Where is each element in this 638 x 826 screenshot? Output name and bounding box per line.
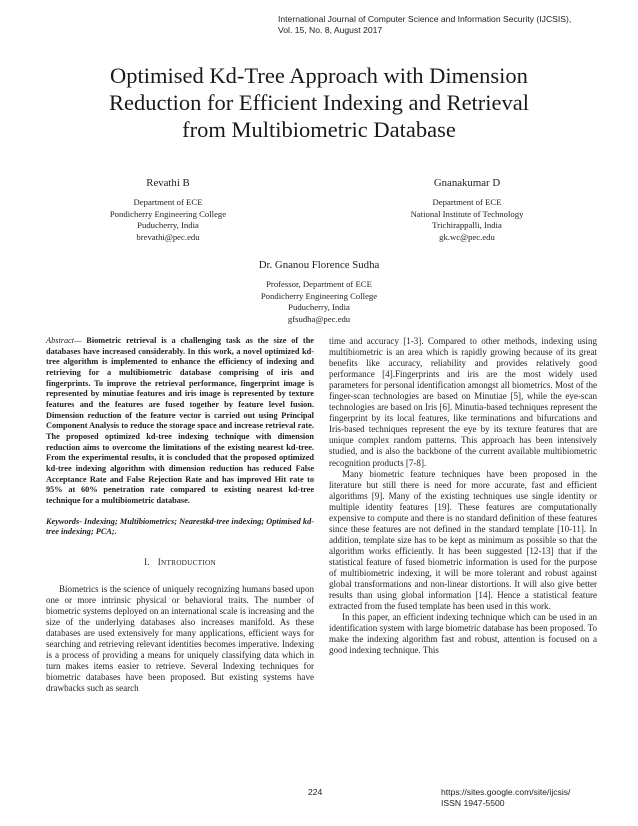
body-paragraph: Many biometric feature techniques have been proposed in the literature but still there is need for more accurate, fast and efficient algorithms [9]. Many of the existing techniques use single identity or multiple identity features [19]. These features are computationally expensive to compute and there is no standard definition of these features since these features are not defined in the standard template [10-11]. In addition, template size has to be kept as minimum as possible so that the algorithm works efficiently. It has been suggested [12-13] that if the statistical feature of fused biometric information is used for the purpose of multibiometric indexing, it will be more tolerant and robust against global transformations and non-linear distortions. It will also give better results than using global information [14]. Hence a statistical feature extracted from the fused template has been used in this work. — [329, 468, 597, 612]
left-column — [46, 336, 314, 694]
right-column — [329, 336, 597, 656]
body-paragraph: Biometrics is the science of uniquely recognizing humans based upon one or more intrinsic physical or behavioral traits. The number of biometric systems deployed on an international scale is increasing and the size of the underlying databases also increases manifold. As these databases are used extensively for many applications, efficient ways for searching and retrieving relevant identities becomes imperative. Indexing is a process of providing a means for uniquely classifying data which in turn makes items easier to retrieve. Several Indexing techniques for biometric databases have been proposed. But existing systems have drawbacks such as search — [46, 583, 314, 694]
section-heading-rest: NTRODUCTION — [161, 557, 216, 567]
keywords: Keywords- Indexing; Multibiometrics; Nearestkd-tree indexing; Optimised kd-tree indexing; PCA;. — [46, 516, 314, 537]
journal-volume-line: Vol. 15, No. 8, August 2017 — [278, 25, 383, 35]
author-department: Department of ECE — [133, 197, 203, 207]
author-institution: National Institute of Technology — [410, 208, 524, 219]
author-location: Puducherry, India — [288, 302, 350, 313]
paper-title-line-3: from Multibiometric Database — [182, 117, 456, 142]
author-email: brevathi@pec.edu — [136, 231, 200, 242]
author-name: Dr. Gnanou Florence Sudha — [258, 259, 380, 271]
section-number: I. — [144, 556, 150, 567]
author-email: gfsudha@pec.edu — [287, 313, 351, 324]
author-department: Professor, Department of ECE — [266, 279, 372, 289]
journal-name-line: International Journal of Computer Science and Information Security (IJCSIS), — [278, 14, 572, 24]
abstract-lead: Abstract— — [46, 336, 82, 345]
page-number: 224 — [308, 787, 323, 797]
author-block-3 — [224, 259, 414, 325]
author-department: Department of ECE — [432, 197, 502, 207]
body-paragraph-continued: time and accuracy [1-3]. Compared to other methods, indexing using multibiometric is an area which is rapidly growing because of its great benefits like accuracy, reliability and provides relatively good performance [4].Fingerprints and iris are the most widely used parameters for personal identification amongst all biometrics. Most of the finger-scan technologies are based on Minutiae [5], while the eye-scan technologies are based on Iris [6]. Minutia-based techniques represent the fingerprint by its local features, like terminations and bifurcations and Iris-based techniques represent the eye by its texture features that are unique complex random patterns. This approach has been intensively studied, and is also the backbone of the current available multibiometric recognition products [7-8]. — [329, 336, 597, 468]
journal-header — [278, 14, 571, 36]
author-block-2 — [372, 177, 562, 243]
author-location: Puducherry, India — [137, 220, 199, 231]
author-block-1 — [78, 177, 258, 243]
author-name: Gnanakumar D — [433, 177, 501, 189]
footer-issn: ISSN 1947-5500 — [441, 798, 505, 808]
footer-info — [441, 787, 570, 809]
author-location: Trichirappalli, India — [432, 220, 502, 231]
paper-title-line-2: Reduction for Efficient Indexing and Retrieval — [108, 90, 530, 115]
abstract — [46, 336, 314, 507]
abstract-body: Biometric retrieval is a challenging task as the size of the databases have increased considerably. In this work, a novel optimized kd-tree algorithm is implemented to enhance the efficiency of indexing and retrieving for a multibiometric database comprising of iris and fingerprints. To improve the retrieval performance, fingerprint image is represented by minutiae features and iris image is represented by texture features and the features are fused together by feature level fusion. Dimension reduction of the feature vector is carried out using Principal Component Analysis to reduce the storage space and increase retrieval rate. The proposed optimized kd-tree indexing technique with dimension reduction aims to overcome the limitations of the existing nearest kd-tree. From the experimental results, it is concluded that the proposed optimized kd-tree indexing algorithm with dimension reduction has reduced False Acceptance Rate and False Rejection Rate and has improved Hit rate to 95% at 60% penetration rate compared to existing nearest kd-tree technique for a multibiometric database. — [46, 336, 314, 505]
author-name: Revathi B — [146, 177, 190, 189]
section-heading-introduction — [46, 557, 314, 568]
section-heading-initial: I — [157, 556, 162, 567]
body-paragraph: In this paper, an efficient indexing technique which can be used in an identification system with large biometric database has been proposed. To make the indexing algorithm fast and robust, attention is focused on a good indexing technique. This — [329, 612, 597, 656]
paper-title-line-1: Optimised Kd-Tree Approach with Dimension — [110, 63, 528, 88]
footer-url: https://sites.google.com/site/ijcsis/ — [441, 787, 571, 797]
author-institution: Pondicherry Engineering College — [109, 208, 227, 219]
author-email: gk.wc@pec.edu — [439, 231, 495, 242]
paper-title — [40, 62, 598, 143]
author-institution: Pondicherry Engineering College — [260, 290, 378, 301]
